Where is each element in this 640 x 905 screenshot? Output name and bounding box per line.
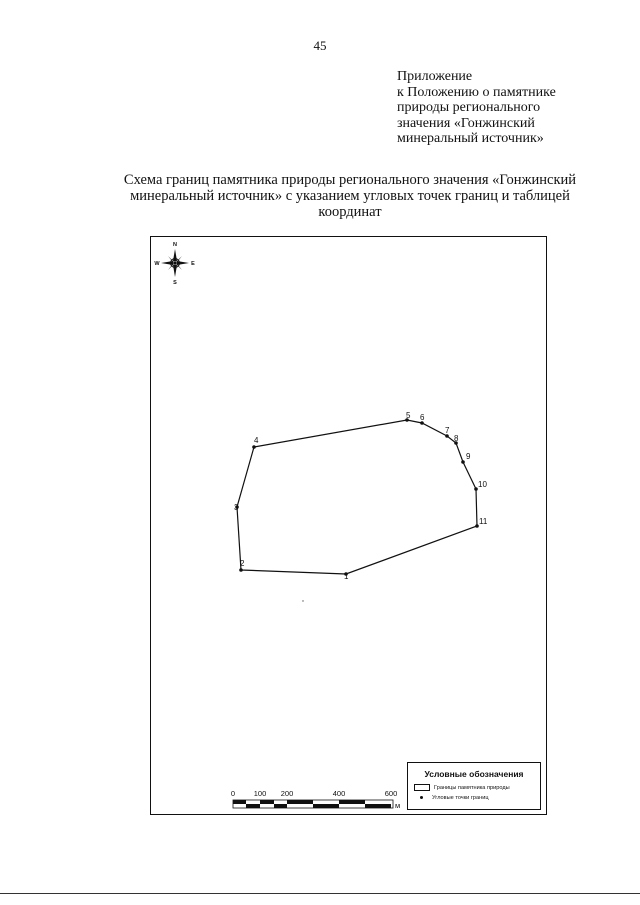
appendix-line: значения «Гонжинский bbox=[397, 115, 535, 131]
page-bottom-rule bbox=[0, 893, 640, 894]
legend-points-label: Угловые точки границ bbox=[432, 795, 489, 801]
map-speck bbox=[302, 600, 303, 601]
point-label: 1 bbox=[344, 572, 349, 581]
point-label: 7 bbox=[445, 426, 450, 435]
point-label: 3 bbox=[234, 503, 239, 512]
scheme-title-line: координат bbox=[318, 204, 382, 220]
point-label: 2 bbox=[240, 559, 245, 568]
point-label: 5 bbox=[406, 411, 411, 420]
compass-west-label: W bbox=[154, 261, 160, 267]
legend-title: Условные обозначения bbox=[424, 769, 524, 779]
scale-bar bbox=[231, 789, 400, 810]
point-label: 4 bbox=[254, 436, 259, 445]
compass-east-label: E bbox=[191, 261, 195, 267]
boundary-point-marker bbox=[252, 445, 256, 449]
boundary-point-labels bbox=[234, 411, 488, 581]
scheme-title-line: Схема границ памятника природы регионального значения «Гонжинский bbox=[123, 172, 577, 188]
scale-tick-label: 200 bbox=[280, 789, 294, 798]
map-legend bbox=[407, 762, 541, 810]
appendix-line: минеральный источник» bbox=[397, 131, 544, 146]
appendix-line: Приложение bbox=[397, 69, 473, 84]
boundary-swatch-icon bbox=[414, 784, 430, 791]
scale-tick-label: 100 bbox=[253, 789, 267, 798]
scale-tick-label: 400 bbox=[332, 789, 346, 798]
page-number: 45 bbox=[313, 38, 327, 53]
appendix-line: природы регионального bbox=[397, 100, 541, 115]
point-swatch-icon bbox=[420, 796, 423, 799]
compass-rose-icon bbox=[154, 242, 195, 286]
point-label: 9 bbox=[466, 452, 471, 461]
appendix-line: к Положению о памятнике bbox=[397, 84, 556, 100]
boundary-point-marker bbox=[461, 460, 465, 464]
boundary-point-marker bbox=[239, 568, 243, 572]
point-label: 8 bbox=[454, 434, 459, 443]
appendix-heading bbox=[397, 69, 556, 147]
scheme-title bbox=[100, 172, 600, 220]
scheme-title-line: минеральный источник» с указанием угловых точек границ и таблицей bbox=[130, 188, 570, 204]
legend-row-boundary bbox=[414, 784, 510, 793]
map-canvas bbox=[151, 237, 548, 816]
scale-tick-label: 0 bbox=[230, 789, 236, 798]
compass-north-label: N bbox=[173, 242, 177, 248]
scale-tick-label: 600 bbox=[384, 789, 398, 798]
point-label: 11 bbox=[479, 517, 488, 526]
scale-unit-label: м bbox=[395, 801, 401, 810]
boundary-polygon bbox=[237, 420, 477, 574]
legend-row-points bbox=[414, 794, 489, 803]
compass-south-label: S bbox=[173, 280, 177, 286]
point-label: 10 bbox=[478, 480, 487, 489]
legend-boundary-label: Границы памятника природы bbox=[434, 785, 510, 791]
map-frame bbox=[150, 236, 547, 815]
point-label: 6 bbox=[420, 413, 425, 422]
boundary-points bbox=[235, 418, 479, 576]
